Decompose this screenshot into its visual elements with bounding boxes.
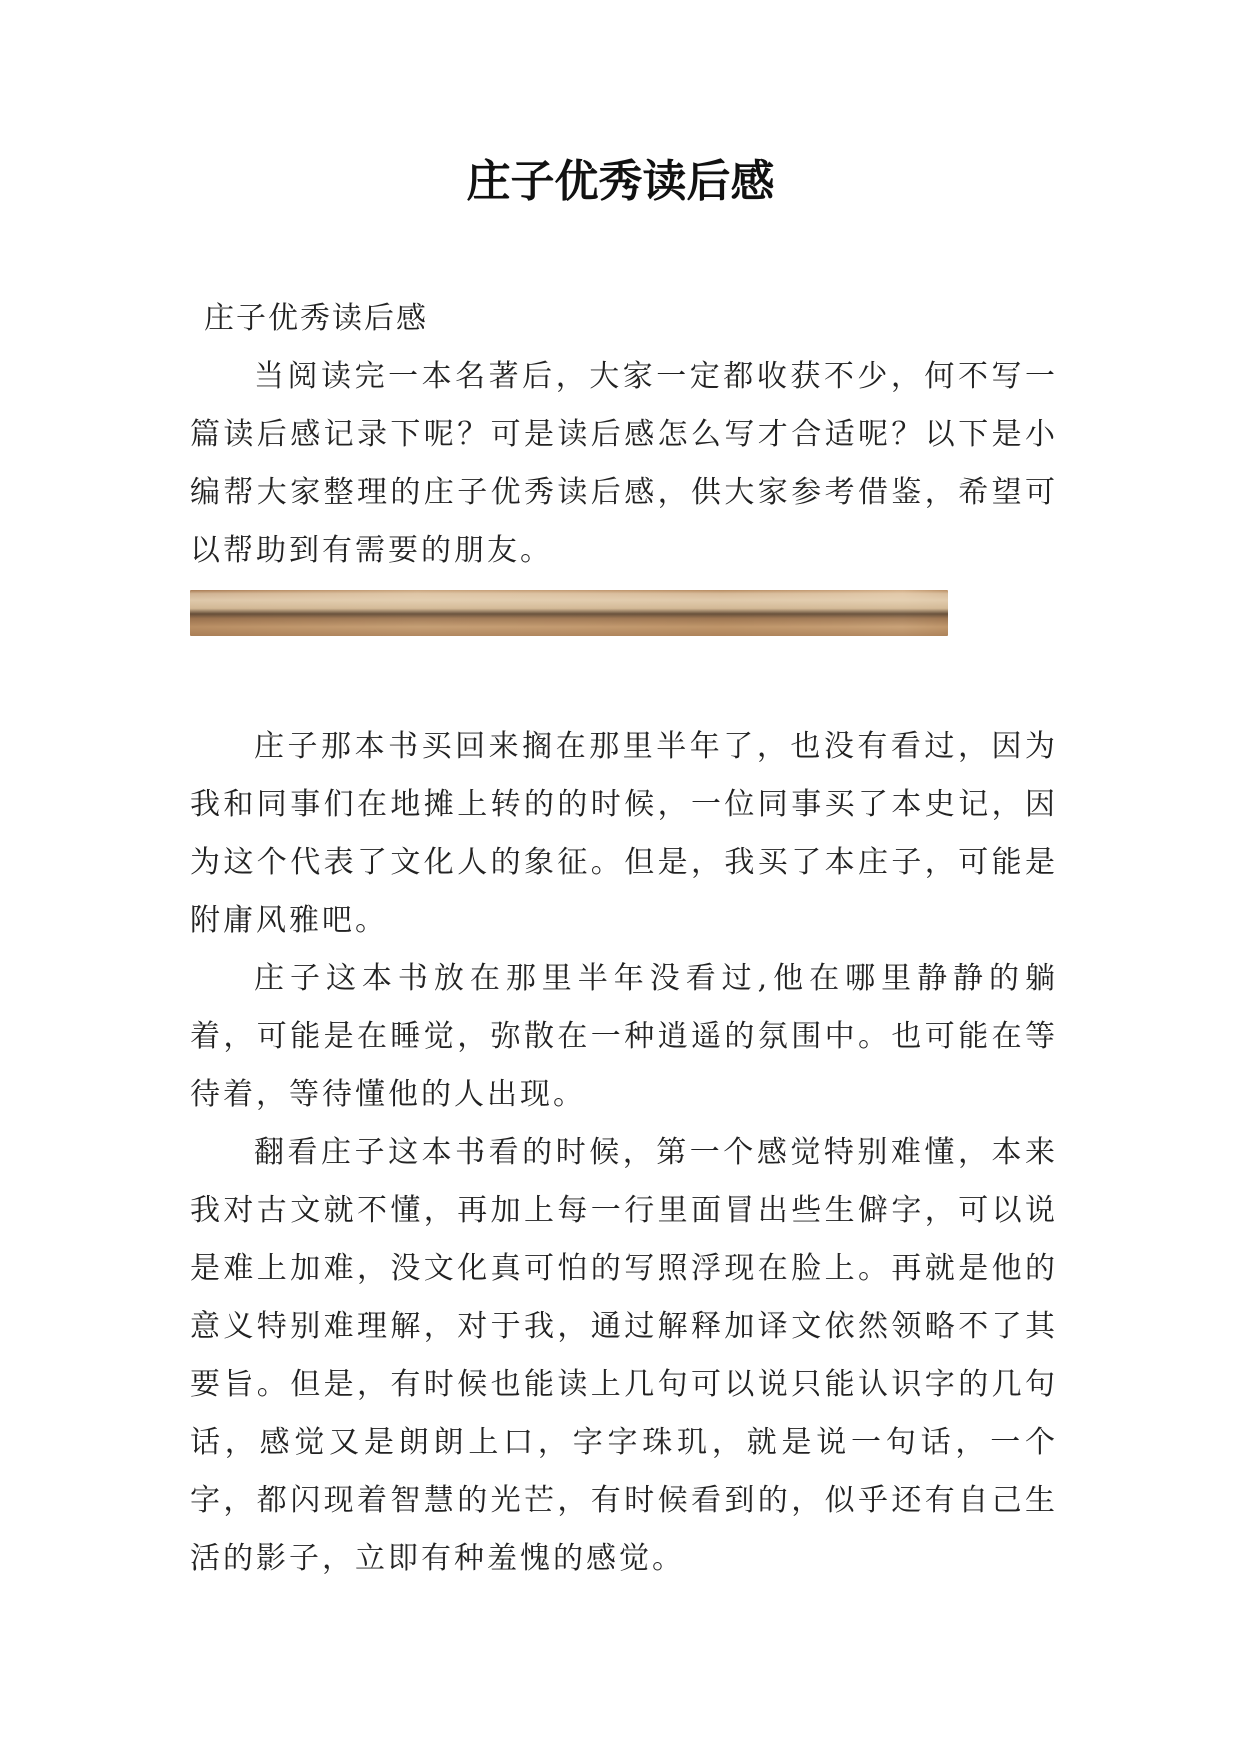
document-title: 庄子优秀读后感: [466, 156, 775, 207]
body-paragraph-3: 翻看庄子这本书看的时候，第一个感觉特别难懂，本来我对古文就不懂，再加上每一行里面冒出些生僻字，可以说是难上加难，没文化真可怕的写照浮现在脸上。再就是他的意义特别难理解，对于我，通过解释加译文依然领略不了其要旨。但是，有时候也能读上几句可以说只能认识字的几句话，感觉又是朗朗上口，字字珠玑，就是说一句话，一个字，都闪现着智慧的光芒，有时候看到的，似乎还有自己生活的影子，立即有种羞愧的感觉。: [190, 1135, 1058, 1576]
document-body: [190, 290, 1058, 1588]
intro-paragraph: 当阅读完一本名著后，大家一定都收获不少，何不写一篇读后感记录下呢？可是读后感怎么写才合适呢？以下是小编帮大家整理的庄子优秀读后感，供大家参考借鉴，希望可以帮助到有需要的朋友。: [190, 359, 1058, 568]
book-photo: [190, 590, 948, 636]
body-paragraph-2: 庄子这本书放在那里半年没看过,他在哪里静静的躺着，可能是在睡觉，弥散在一种逍遥的氛围中。也可能在等待着，等待懂他的人出现。: [190, 961, 1058, 1112]
body-paragraph-1: 庄子那本书买回来搁在那里半年了，也没有看过，因为我和同事们在地摊上转的的时候，一位同事买了本史记，因为这个代表了文化人的象征。但是，我买了本庄子，可能是附庸风雅吧。: [190, 729, 1058, 938]
article-subheading: 庄子优秀读后感: [204, 301, 428, 336]
